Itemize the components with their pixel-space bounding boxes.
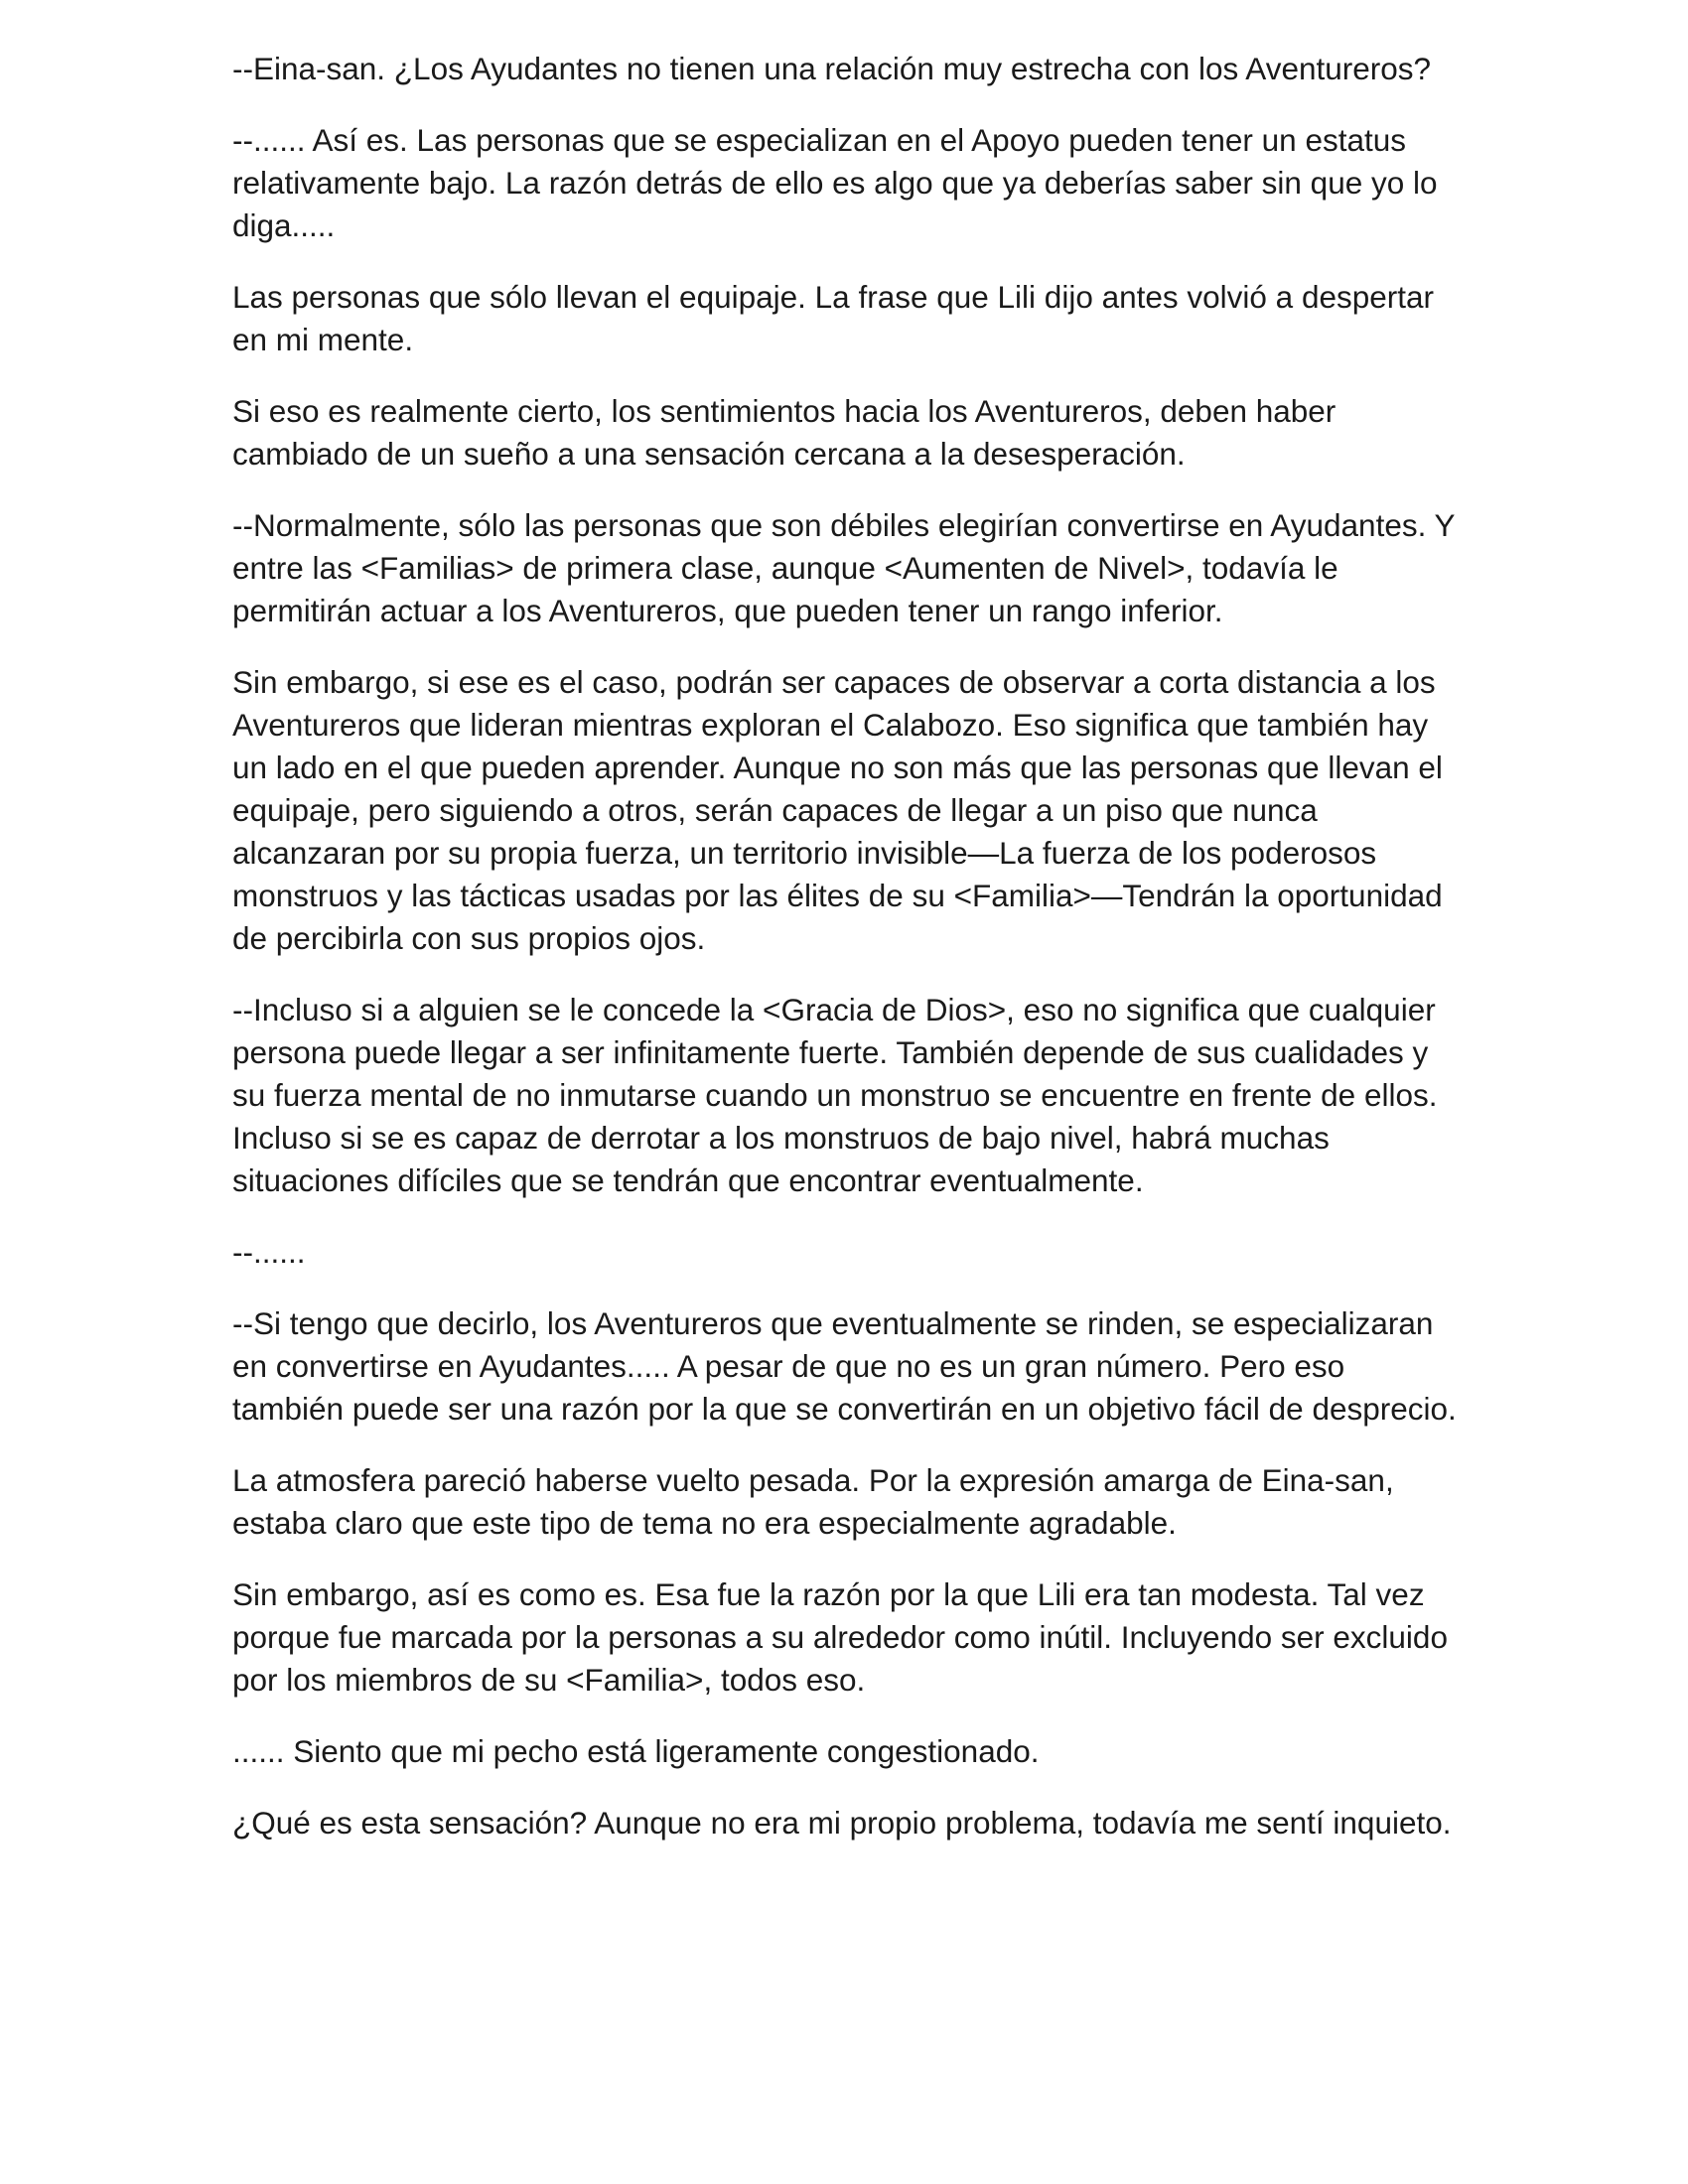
paragraph: Las personas que sólo llevan el equipaje. La frase que Lili dijo antes volvió a despertar en mi mente. xyxy=(232,279,1435,357)
paragraph: --Si tengo que decirlo, los Aventureros que eventualmente se rinden, se especializaran en convertirse en Ayudantes..... A pesar de que no es un gran número. Pero eso también puede ser una razón por la que se convertirán en un objetivo fácil de desprecio. xyxy=(232,1305,1457,1427)
paragraph: --Normalmente, sólo las personas que son débiles elegirían convertirse en Ayudantes. Y entre las <Familias> de primera clase, aunque <Aumenten de Nivel>, todavía le permitirán actuar a los Aventureros, que pueden tener un rango inferior. xyxy=(232,507,1455,628)
paragraph: La atmosfera pareció haberse vuelto pesada. Por la expresión amarga de Eina-san, estaba claro que este tipo de tema no era especialmente agradable. xyxy=(232,1462,1394,1541)
paragraph: --Eina-san. ¿Los Ayudantes no tienen una relación muy estrecha con los Aventureros? xyxy=(232,51,1432,86)
paragraph: ...... Siento que mi pecho está ligeramente congestionado. xyxy=(232,1733,1040,1769)
paragraph: --...... xyxy=(232,1234,306,1270)
paragraph: --Incluso si a alguien se le concede la <Gracia de Dios>, eso no significa que cualquier persona puede llegar a ser infinitamente fuerte. También depende de sus cualidades y su fuerza mental de no inmutarse cuando un monstruo se encuentre en frente de ellos. Incluso si se es capaz de derrotar a los monstruos de bajo nivel, habrá muchas situaciones difíciles que se tendrán que encontrar eventualmente. xyxy=(232,992,1438,1198)
paragraph: Si eso es realmente cierto, los sentimientos hacia los Aventureros, deben haber cambiado de un sueño a una sensación cercana a la desesperación. xyxy=(232,393,1336,472)
document-page xyxy=(232,48,1460,1873)
paragraph: Sin embargo, si ese es el caso, podrán ser capaces de observar a corta distancia a los Aventureros que lideran mientras exploran el Calabozo. Eso significa que también hay un lado en el que pueden aprender. Aunque no son más que las personas que llevan el equipaje, pero siguiendo a otros, serán capaces de llegar a un piso que nunca alcanzaran por su propia fuerza, un territorio invisible—La fuerza de los poderosos monstruos y las tácticas usadas por las élites de su <Familia>—Tendrán la oportunidad de percibirla con sus propios ojos. xyxy=(232,664,1443,956)
paragraph: ¿Qué es esta sensación? Aunque no era mi propio problema, todavía me sentí inquieto. xyxy=(232,1805,1452,1841)
paragraph: Sin embargo, así es como es. Esa fue la razón por la que Lili era tan modesta. Tal vez porque fue marcada por la personas a su alrededor como inútil. Incluyendo ser excluido por los miembros de su <Familia>, todos eso. xyxy=(232,1576,1448,1698)
paragraph: --...... Así es. Las personas que se especializan en el Apoyo pueden tener un estatus relativamente bajo. La razón detrás de ello es algo que ya deberías saber sin que yo lo diga..... xyxy=(232,122,1438,243)
